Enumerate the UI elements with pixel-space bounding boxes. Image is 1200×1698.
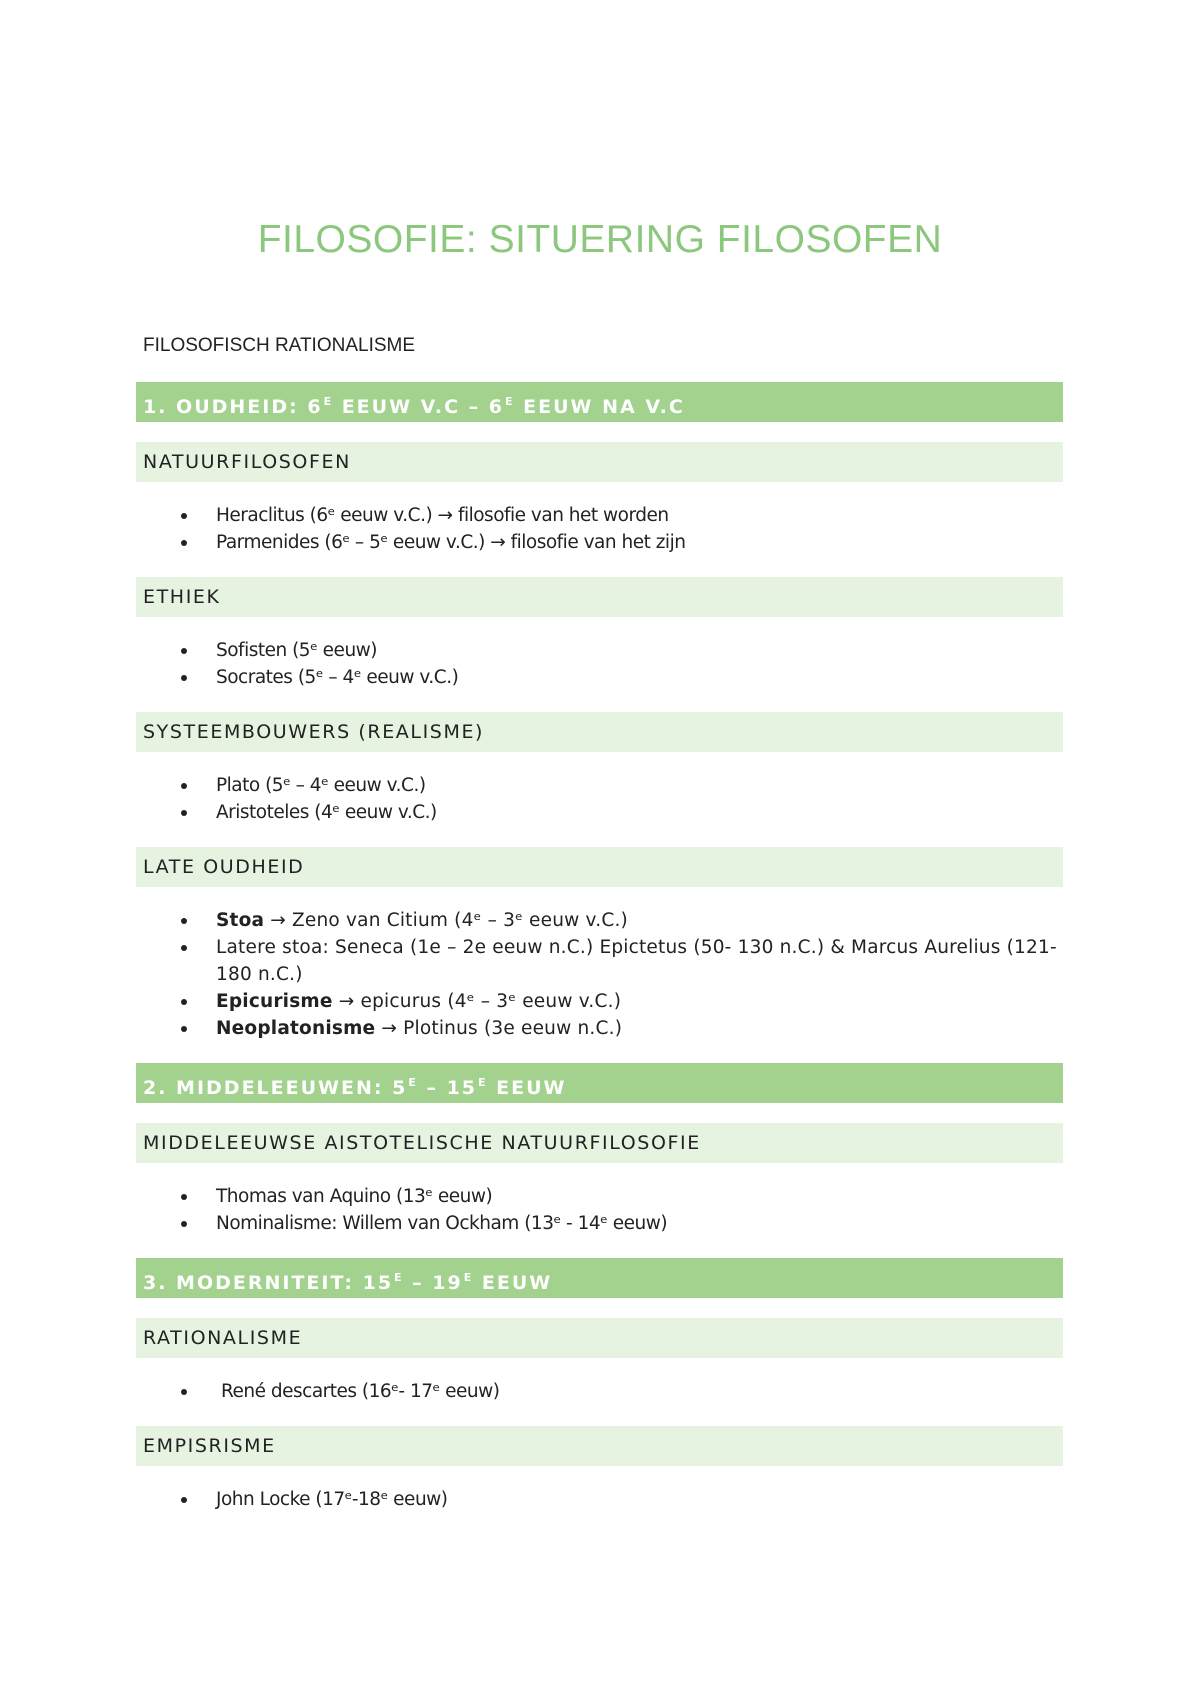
heading-ethiek: ETHIEK: [136, 577, 1063, 617]
list-rationalisme: [136, 1378, 1063, 1405]
document-body: [136, 382, 1063, 1534]
heading-middeleeuwse-natuurfilosofie: MIDDELEEUWSE AISTOTELISCHE NATUURFILOSOFIE: [136, 1123, 1063, 1163]
list-item: Thomas van Aquino (13ᵉ eeuw): [136, 1183, 1063, 1210]
bullet-icon: [181, 810, 187, 816]
bullet-icon: [181, 540, 187, 546]
heading-moderniteit: 3. MODERNITEIT: $15^E - 19^E$ EEUW: [136, 1258, 1063, 1298]
heading-natuurfilosofen: NATUURFILOSOFEN: [136, 442, 1063, 482]
bullet-icon: [181, 945, 187, 951]
list-ethiek: [136, 637, 1063, 691]
bullet-icon: [181, 1497, 187, 1503]
list-item: Plato (5ᵉ – 4ᵉ eeuw v.C.): [136, 772, 1063, 799]
page-title: FILOSOFIE: SITUERING FILOSOFEN: [257, 218, 943, 261]
bullet-icon: [181, 1221, 187, 1227]
list-systeembouwers: [136, 772, 1063, 826]
heading-oudheid: 1. OUDHEID: $6^E$ EEUW $V.C - 6^E$ EEUW NA V.C: [136, 382, 1063, 422]
bullet-icon: [181, 1389, 187, 1395]
list-item: Socrates (5ᵉ – 4ᵉ eeuw v.C.): [136, 664, 1063, 691]
list-item: Neoplatonisme → Plotinus (3e eeuw n.C.): [136, 1015, 1063, 1042]
heading-empirisme: EMPISRISME: [136, 1426, 1063, 1466]
heading-middeleeuwen: 2. MIDDELEEUWEN: $5^E - 15^E$ EEUW: [136, 1063, 1063, 1103]
document-subtitle: FILOSOFISCH RATIONALISME: [143, 335, 416, 356]
heading-late-oudheid: LATE OUDHEID: [136, 847, 1063, 887]
bullet-icon: [181, 1026, 187, 1032]
list-item: Latere stoa: Seneca (1e – 2e eeuw n.C.) Epictetus (50- 130 n.C.) & Marcus Aurelius (121-180 n.C.): [136, 934, 1063, 988]
bullet-icon: [181, 648, 187, 654]
heading-rationalisme: RATIONALISME: [136, 1318, 1063, 1358]
bullet-icon: [181, 513, 187, 519]
list-item: Nominalisme: Willem van Ockham (13ᵉ - 14ᵉ eeuw): [136, 1210, 1063, 1237]
bullet-icon: [181, 1194, 187, 1200]
list-item: Heraclitus (6ᵉ eeuw v.C.) → filosofie van het worden: [136, 502, 1063, 529]
list-item: John Locke (17ᵉ-18ᵉ eeuw): [136, 1486, 1063, 1513]
list-item: Epicurisme → epicurus (4ᵉ – 3ᵉ eeuw v.C.): [136, 988, 1063, 1015]
bullet-icon: [181, 783, 187, 789]
list-middeleeuwse-natuurfilosofie: [136, 1183, 1063, 1237]
heading-systeembouwers: SYSTEEMBOUWERS (REALISME): [136, 712, 1063, 752]
list-late-oudheid: [136, 907, 1063, 1042]
list-item: Parmenides (6ᵉ – 5ᵉ eeuw v.C.) → filosofie van het zijn: [136, 529, 1063, 556]
list-empirisme: [136, 1486, 1063, 1513]
bullet-icon: [181, 918, 187, 924]
list-item: Sofisten (5ᵉ eeuw): [136, 637, 1063, 664]
list-item: Aristoteles (4ᵉ eeuw v.C.): [136, 799, 1063, 826]
bullet-icon: [181, 675, 187, 681]
bullet-icon: [181, 999, 187, 1005]
list-item: Stoa → Zeno van Citium (4ᵉ – 3ᵉ eeuw v.C.): [136, 907, 1063, 934]
list-item: René descartes (16ᵉ- 17ᵉ eeuw): [136, 1378, 1063, 1405]
list-natuurfilosofen: [136, 502, 1063, 556]
